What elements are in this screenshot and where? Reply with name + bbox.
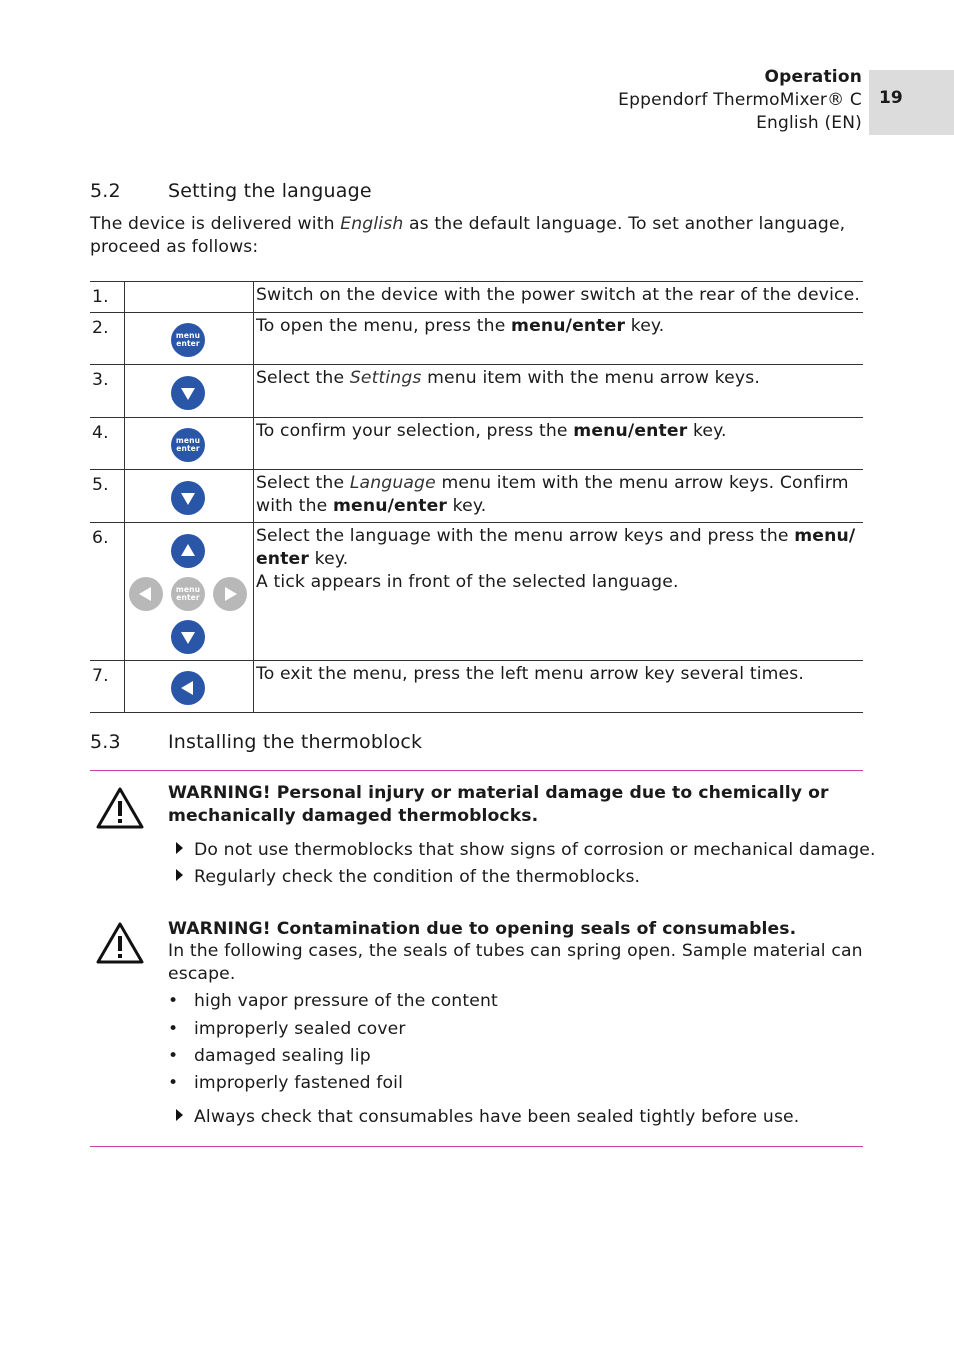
running-header: [618, 66, 862, 135]
step-text: To open the menu, press the menu/enter key.: [256, 316, 665, 336]
action-arrow-icon: [176, 869, 183, 881]
table-row: [90, 282, 863, 313]
divider: [90, 770, 863, 771]
menu-enter-key-icon: menu enter: [171, 577, 205, 611]
arrow-down-key-icon: [171, 376, 205, 410]
step-icon-cell: [125, 661, 254, 713]
action-item: Always check that consumables have been sealed tightly before use.: [176, 1106, 799, 1129]
step-icon-cell: [125, 418, 254, 470]
step-text: To exit the menu, press the left menu arrow key several times.: [256, 664, 804, 684]
intro-text-rest: as the default language. To set another language, proceed as follows:: [90, 214, 846, 257]
intro-text: The device is delivered with: [90, 214, 341, 234]
table-row: [90, 523, 863, 661]
arrow-down-key-icon: [171, 620, 205, 654]
step-icon-cell: [125, 523, 254, 661]
action-item: Regularly check the condition of the thermoblocks.: [176, 866, 640, 889]
step-text: Select the Settings menu item with the menu arrow keys.: [256, 368, 760, 388]
page-number: 19: [879, 88, 903, 108]
step-number: 4.: [92, 423, 109, 443]
section-title: Installing the thermoblock: [168, 731, 423, 753]
menu-enter-key-icon: menu enter: [171, 428, 205, 462]
step-number: 5.: [92, 475, 109, 495]
action-arrow-icon: [176, 1109, 183, 1121]
step-number: 6.: [92, 528, 109, 548]
arrow-right-key-icon: [213, 577, 247, 611]
step-number: 7.: [92, 666, 109, 686]
step-icon-cell: [125, 470, 254, 523]
action-arrow-icon: [176, 842, 183, 854]
table-row: [90, 313, 863, 365]
section-number: 5.2: [90, 180, 121, 202]
table-row: [90, 418, 863, 470]
page-number-box: [869, 70, 954, 135]
warning-triangle-icon: [96, 786, 144, 830]
intro-italic: English: [340, 214, 404, 234]
table-row: [90, 661, 863, 713]
header-product: Eppendorf ThermoMixer® C: [618, 90, 862, 110]
warning-triangle-icon: [96, 921, 144, 965]
step-number: 3.: [92, 370, 109, 390]
arrow-left-key-icon: [171, 671, 205, 705]
warning-title: WARNING! Personal injury or material damage due to chemically or mechanically damaged thermoblocks.: [168, 783, 829, 826]
intro-paragraph: [90, 213, 860, 259]
divider: [90, 1146, 863, 1147]
list-item: • high vapor pressure of the content: [168, 991, 498, 1011]
section-number: 5.3: [90, 731, 121, 753]
action-item: Do not use thermoblocks that show signs of corrosion or mechanical damage.: [176, 839, 876, 862]
step-text: Select the Language menu item with the menu arrow keys. Confirm with the menu/enter key.: [256, 473, 849, 516]
warning-text: In the following cases, the seals of tubes can spring open. Sample material can escape.: [168, 941, 863, 984]
header-language: English (EN): [756, 113, 862, 133]
arrow-up-key-icon: [171, 534, 205, 568]
list-item: • improperly fastened foil: [168, 1073, 404, 1093]
step-text: To confirm your selection, press the menu/enter key.: [256, 421, 727, 441]
menu-enter-key-icon: menu enter: [171, 323, 205, 357]
step-number: 2.: [92, 318, 109, 338]
step-number: 1.: [92, 287, 109, 307]
list-item: • improperly sealed cover: [168, 1019, 406, 1039]
step-text: Switch on the device with the power switch at the rear of the device.: [256, 285, 860, 305]
table-row: [90, 365, 863, 418]
step-text: Select the language with the menu arrow keys and press the menu/ enter key. A tick appears in front of the selected language.: [256, 526, 856, 592]
arrow-left-key-icon: [129, 577, 163, 611]
warning-title: WARNING! Contamination due to opening seals of consumables.: [168, 919, 797, 939]
section-title: Setting the language: [168, 180, 372, 202]
step-icon-cell: [125, 282, 254, 313]
list-item: • damaged sealing lip: [168, 1046, 371, 1066]
step-icon-cell: [125, 365, 254, 418]
arrow-down-key-icon: [171, 481, 205, 515]
header-section: Operation: [764, 67, 862, 87]
steps-table: [90, 281, 863, 713]
table-row: [90, 470, 863, 523]
step-icon-cell: [125, 313, 254, 365]
